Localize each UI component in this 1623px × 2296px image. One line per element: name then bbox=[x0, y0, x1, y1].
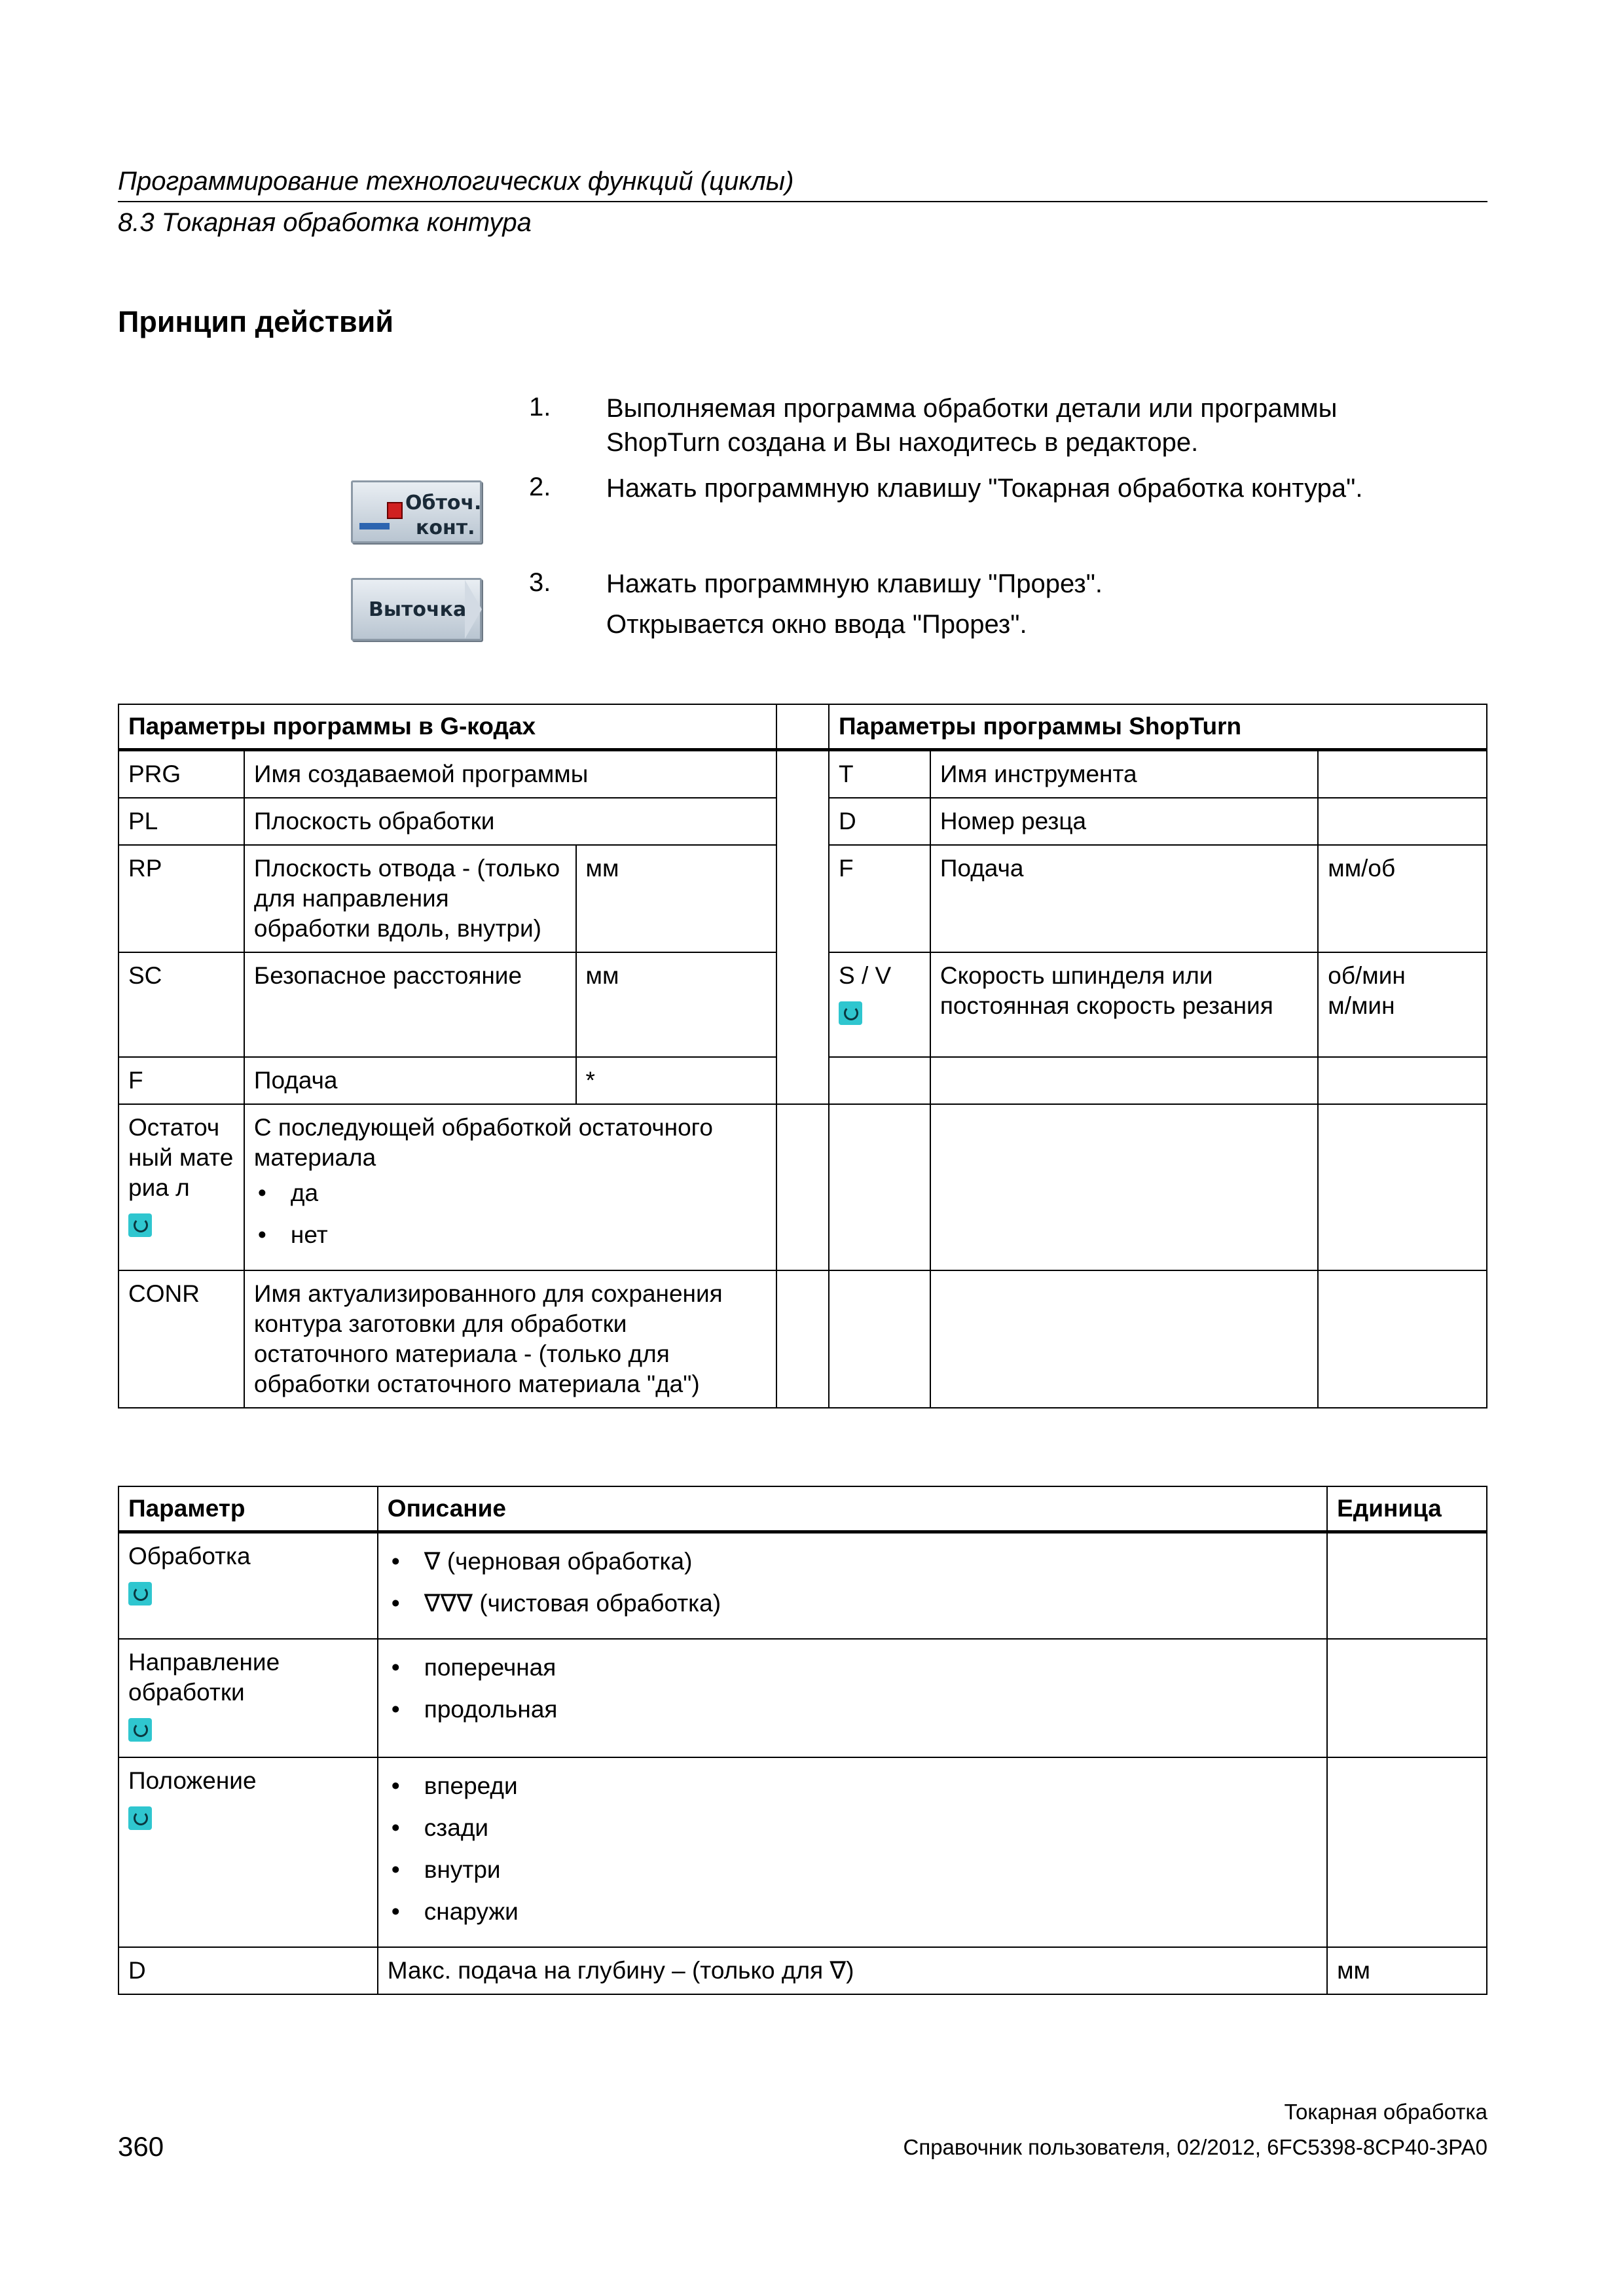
table-row bbox=[119, 1532, 1487, 1640]
shopturn-params-header: Параметры программы ShopTurn bbox=[829, 704, 1487, 750]
param-description-cell bbox=[378, 1532, 1327, 1640]
param-description: Плоскость обработки bbox=[244, 798, 776, 845]
header-spacer bbox=[776, 704, 829, 750]
param-unit bbox=[1318, 798, 1487, 845]
param-description: Безопасное расстояние bbox=[244, 952, 576, 1057]
param-unit: м/мин bbox=[1328, 992, 1395, 1019]
option-list bbox=[254, 1178, 767, 1250]
param-description: Имя инструмента bbox=[930, 750, 1318, 798]
param-unit bbox=[1327, 1757, 1487, 1947]
param-unit: мм bbox=[1327, 1947, 1487, 1994]
param-unit: мм/об bbox=[1318, 845, 1487, 952]
param-name: SC bbox=[119, 952, 244, 1057]
footer-chapter: Токарная обработка bbox=[1284, 2100, 1487, 2124]
spacer-column bbox=[776, 750, 829, 1105]
option-item: • впереди bbox=[388, 1771, 1317, 1801]
empty-cell bbox=[930, 1270, 1318, 1408]
param-unit bbox=[1327, 1532, 1487, 1640]
footer-manual-info: Справочник пользователя, 02/2012, 6FC5398-8CP40-3PA0 bbox=[903, 2135, 1487, 2159]
param-description: Имя актуализированного для сохранения контура заготовки для обработки остаточного материала - (только для обработки остаточного материала "да") bbox=[244, 1270, 776, 1408]
param-description-cell bbox=[378, 1639, 1327, 1757]
param-name-cell bbox=[119, 1639, 378, 1757]
param-description: С последующей обработкой остаточного материала bbox=[253, 1114, 713, 1171]
param-description: Скорость шпинделя или постоянная скорость резания bbox=[930, 952, 1318, 1057]
param-name: Направление обработки bbox=[128, 1649, 280, 1706]
cycle-toggle-icon[interactable] bbox=[128, 1213, 152, 1237]
option-item: • нет bbox=[254, 1220, 767, 1250]
param-unit bbox=[1318, 750, 1487, 798]
step-2-number: 2. bbox=[529, 473, 551, 501]
step-3-line-1: Нажать программную клавишу "Прорез". bbox=[606, 569, 1103, 598]
option-item: • ∇∇∇ (чистовая обработка) bbox=[388, 1588, 1317, 1619]
groove-table-header bbox=[119, 1486, 1487, 1532]
param-description-cell bbox=[244, 1104, 776, 1270]
cycle-toggle-icon[interactable] bbox=[839, 1001, 862, 1025]
contour-turning-softkey[interactable] bbox=[351, 480, 482, 543]
option-item: • сзади bbox=[388, 1813, 1317, 1843]
option-list bbox=[388, 1547, 1317, 1619]
empty-cell bbox=[829, 1270, 930, 1408]
option-item: • поперечная bbox=[388, 1653, 1317, 1683]
option-item: • снаружи bbox=[388, 1897, 1317, 1927]
cycle-toggle-icon[interactable] bbox=[128, 1806, 152, 1830]
param-name-cell bbox=[119, 1532, 378, 1640]
empty-cell bbox=[829, 1104, 930, 1270]
column-header-description: Описание bbox=[378, 1486, 1327, 1532]
step-1-number: 1. bbox=[529, 393, 551, 422]
contour-softkey-label-2: конт. bbox=[416, 516, 475, 539]
option-item: • продольная bbox=[388, 1695, 1317, 1725]
page-title: Принцип действий bbox=[118, 305, 393, 338]
cycle-toggle-icon[interactable] bbox=[128, 1718, 152, 1742]
cycle-toggle-icon[interactable] bbox=[128, 1582, 152, 1605]
param-description: Подача bbox=[244, 1057, 576, 1104]
param-name: Остаточ ный материа л bbox=[128, 1114, 234, 1201]
step-2-text bbox=[606, 471, 1457, 505]
groove-parameters-table bbox=[118, 1486, 1487, 1995]
param-description: Имя создаваемой программы bbox=[244, 750, 776, 798]
param-description-cell bbox=[378, 1757, 1327, 1947]
contour-softkey-label-1: Обточ. bbox=[405, 492, 482, 514]
empty-cell bbox=[829, 1057, 930, 1104]
param-name: F bbox=[119, 1057, 244, 1104]
header-rule bbox=[118, 201, 1487, 202]
param-name: F bbox=[829, 845, 930, 952]
table-row bbox=[119, 1757, 1487, 1947]
spacer-column bbox=[776, 1104, 829, 1270]
option-item: • ∇ (черновая обработка) bbox=[388, 1547, 1317, 1577]
step-3-text bbox=[606, 567, 1457, 641]
spacer-column bbox=[776, 1270, 829, 1408]
table-row bbox=[119, 750, 1487, 798]
param-description: Плоскость отвода - (только для направления обработки вдоль, внутри) bbox=[244, 845, 576, 952]
param-description: Номер резца bbox=[930, 798, 1318, 845]
param-name: T bbox=[829, 750, 930, 798]
step-1-line-2: ShopTurn создана и Вы находитесь в редакторе. bbox=[606, 428, 1199, 457]
contour-icon bbox=[387, 502, 403, 519]
parameters-table bbox=[118, 704, 1487, 1408]
empty-cell bbox=[930, 1104, 1318, 1270]
param-unit: мм bbox=[576, 952, 777, 1057]
param-unit: об/мин bbox=[1328, 962, 1406, 989]
param-name-cell bbox=[119, 1757, 378, 1947]
option-item: • внутри bbox=[388, 1855, 1317, 1885]
param-name: CONR bbox=[119, 1270, 244, 1408]
column-header-parameter: Параметр bbox=[119, 1486, 378, 1532]
table-row bbox=[119, 1104, 1487, 1270]
param-unit: * bbox=[576, 1057, 777, 1104]
empty-cell bbox=[1318, 1104, 1487, 1270]
arrow-right-icon bbox=[465, 580, 482, 639]
step-3-number: 3. bbox=[529, 568, 551, 597]
param-name: PL bbox=[119, 798, 244, 845]
step-1-line-1: Выполняемая программа обработки детали или программы bbox=[606, 394, 1338, 423]
param-name: S / V bbox=[839, 962, 892, 989]
param-description: Подача bbox=[930, 845, 1318, 952]
chapter-title: Программирование технологических функций (циклы) bbox=[118, 167, 794, 196]
step-2-line-1: Нажать программную клавишу "Токарная обработка контура". bbox=[606, 474, 1363, 503]
param-name-cell bbox=[119, 1104, 244, 1270]
table-row bbox=[119, 1947, 1487, 1994]
groove-softkey-label: Выточка bbox=[369, 598, 467, 621]
page-number: 360 bbox=[118, 2131, 164, 2162]
param-name: RP bbox=[119, 845, 244, 952]
gcode-params-header: Параметры программы в G-кодах bbox=[119, 704, 776, 750]
tool-path-icon bbox=[359, 523, 390, 529]
param-name: D bbox=[829, 798, 930, 845]
table-row bbox=[119, 1639, 1487, 1757]
param-description: Макс. подача на глубину – (только для ∇) bbox=[378, 1947, 1327, 1994]
empty-cell bbox=[1318, 1057, 1487, 1104]
param-name: PRG bbox=[119, 750, 244, 798]
param-name: Обработка bbox=[128, 1543, 251, 1570]
table-row bbox=[119, 1270, 1487, 1408]
column-header-unit: Единица bbox=[1327, 1486, 1487, 1532]
param-unit bbox=[1327, 1639, 1487, 1757]
param-unit-cell bbox=[1318, 952, 1487, 1057]
empty-cell bbox=[1318, 1270, 1487, 1408]
parameters-table-header bbox=[119, 704, 1487, 750]
section-subtitle: 8.3 Токарная обработка контура bbox=[118, 208, 532, 237]
empty-cell bbox=[930, 1057, 1318, 1104]
param-unit: мм bbox=[576, 845, 777, 952]
option-item: • да bbox=[254, 1178, 767, 1208]
step-3-line-2: Открывается окно ввода "Прорез". bbox=[606, 610, 1027, 639]
option-list bbox=[388, 1771, 1317, 1927]
groove-softkey[interactable] bbox=[351, 578, 482, 641]
param-name: D bbox=[119, 1947, 378, 1994]
param-name-cell bbox=[829, 952, 930, 1057]
step-1-text bbox=[606, 391, 1457, 459]
param-name: Положение bbox=[128, 1767, 257, 1794]
option-list bbox=[388, 1653, 1317, 1725]
